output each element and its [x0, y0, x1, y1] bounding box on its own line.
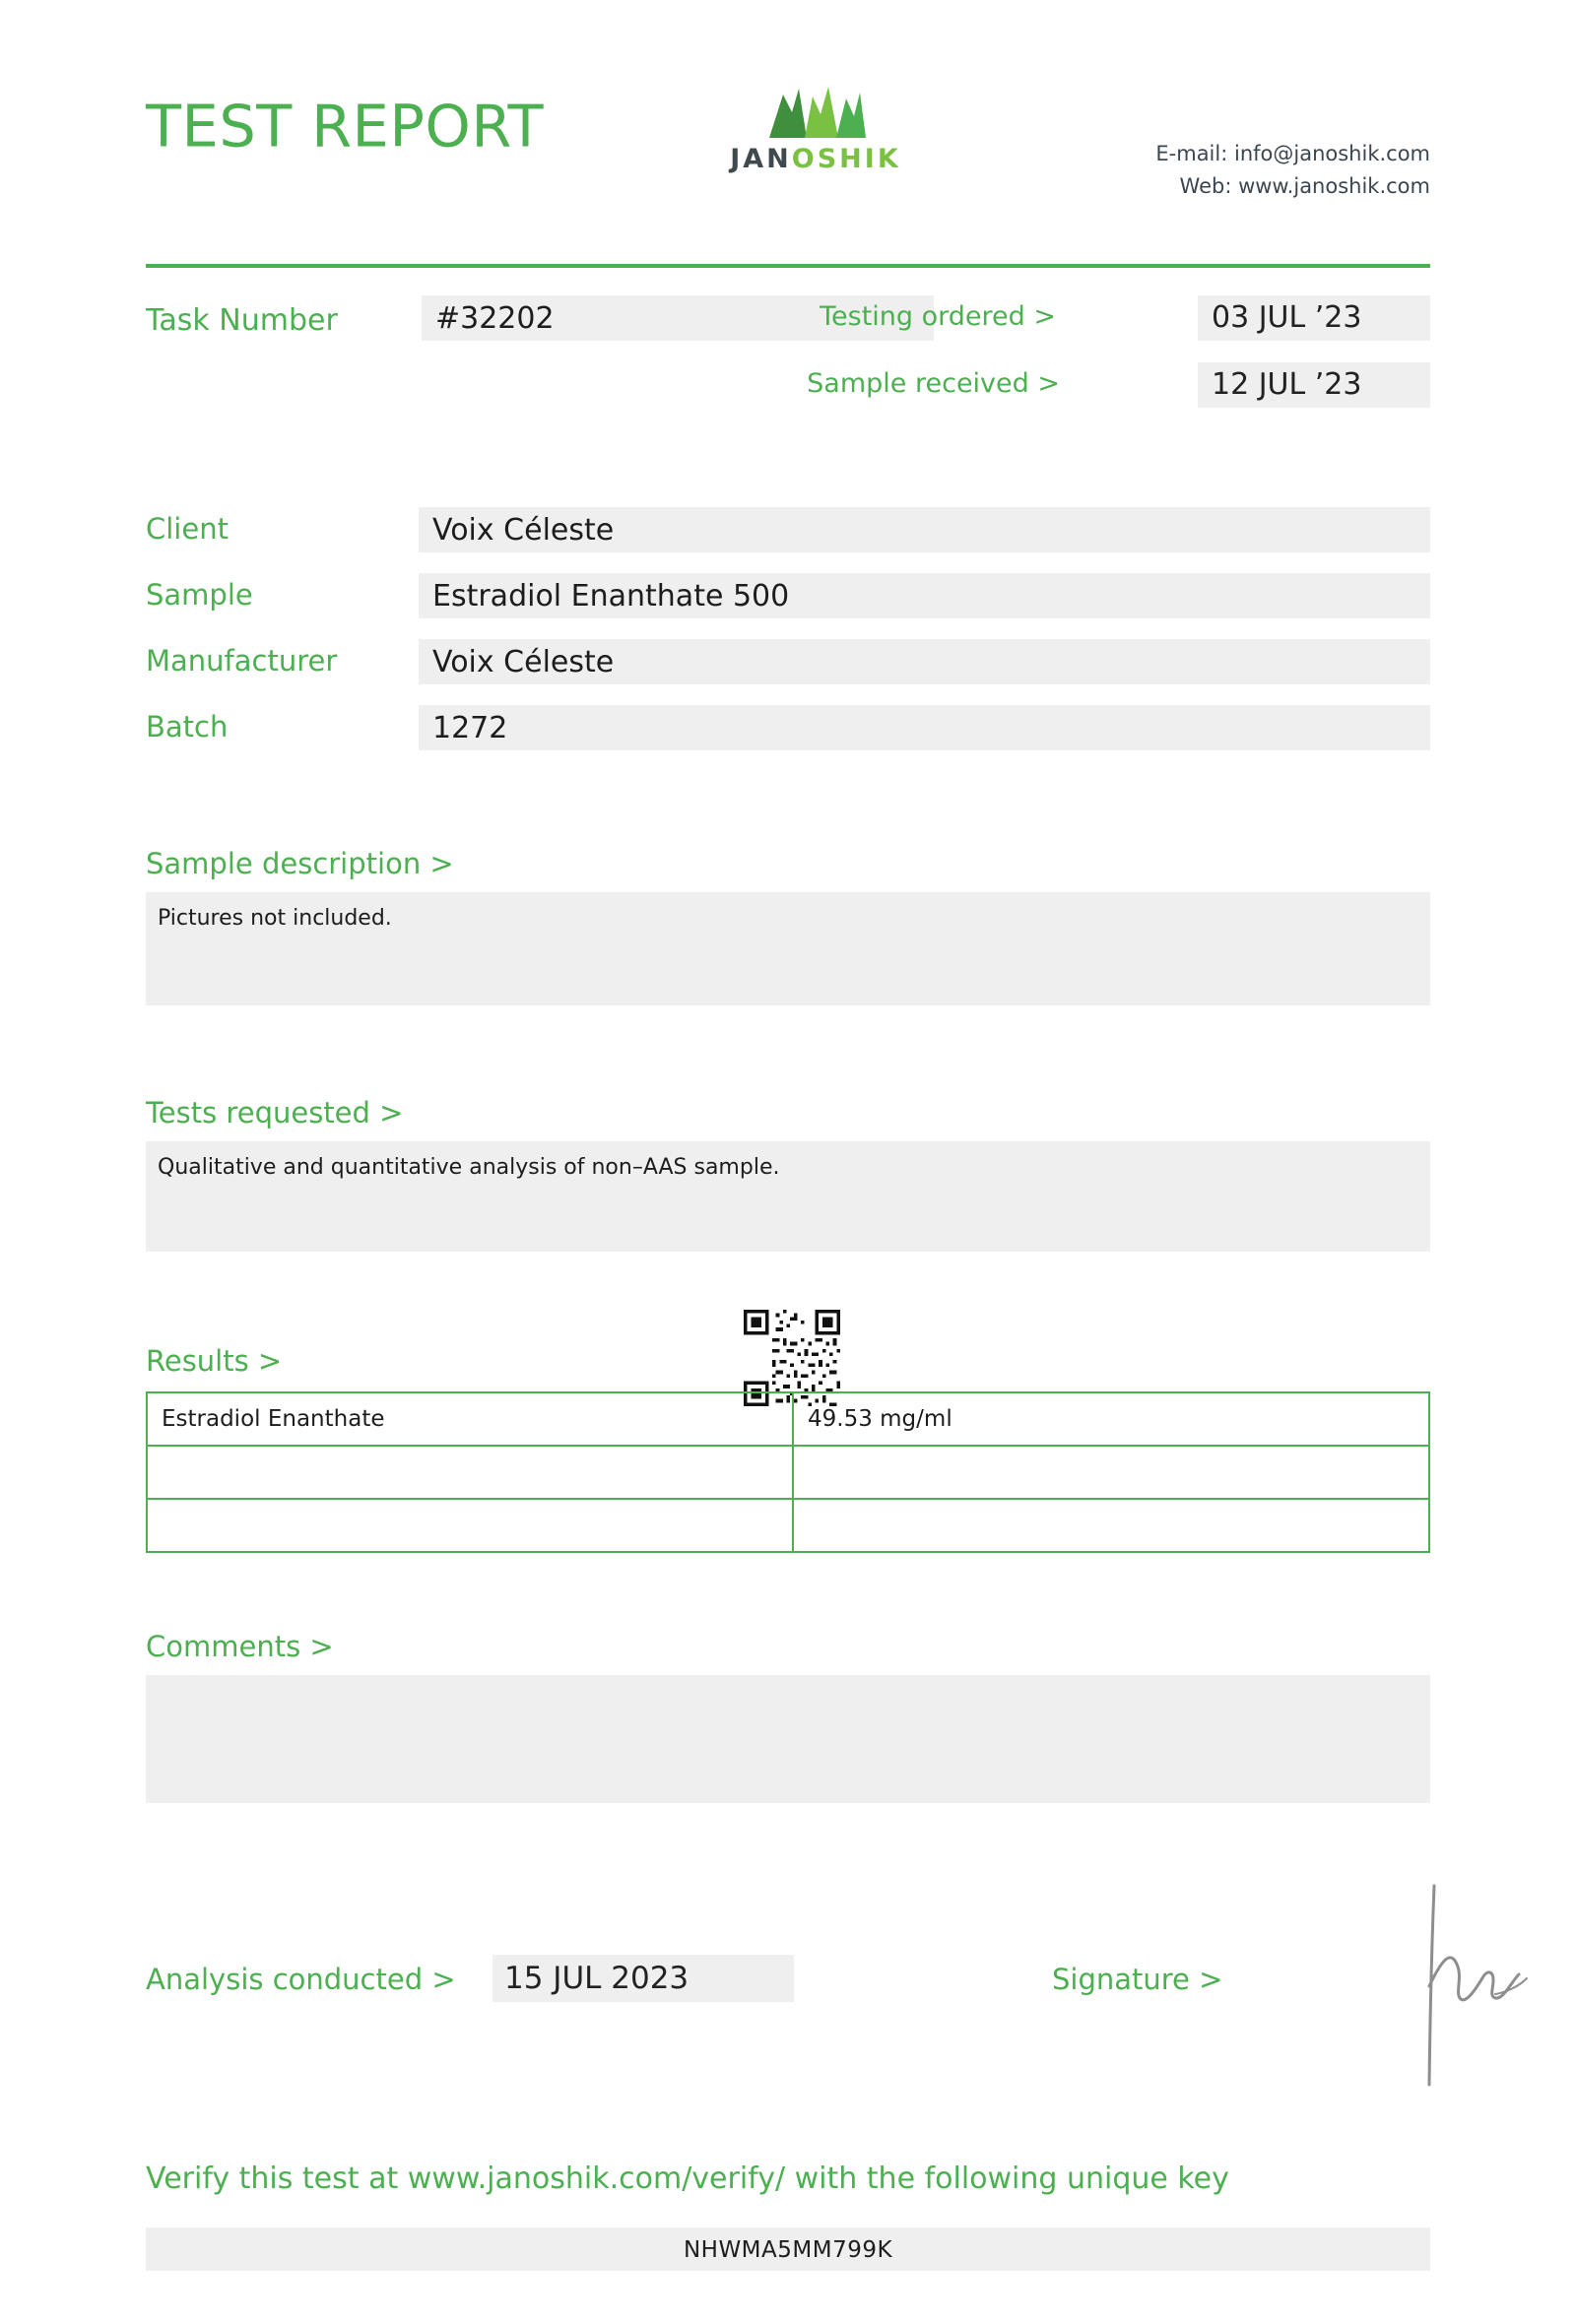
- task-section: [146, 295, 1430, 414]
- result-compound: [147, 1499, 793, 1552]
- result-compound: Estradiol Enanthate: [147, 1392, 793, 1446]
- table-row: [147, 1446, 1429, 1499]
- manufacturer-label: Manufacturer: [146, 644, 338, 678]
- header-divider: [146, 264, 1430, 268]
- contact-web: Web: www.janoshik.com: [1179, 173, 1430, 198]
- analysis-section: [146, 1955, 1430, 2004]
- testing-ordered-date: 03 JUL ’23: [1198, 295, 1430, 341]
- comments-section: [146, 1630, 1430, 1803]
- testing-ordered-label: Testing ordered >: [820, 301, 1056, 332]
- tests-requested-heading: Tests requested >: [146, 1096, 404, 1130]
- page-title: TEST REPORT: [146, 92, 545, 161]
- result-amount: 49.53 mg/ml: [793, 1392, 1429, 1446]
- info-row: [146, 705, 1430, 750]
- janoshik-logo: [697, 79, 934, 174]
- result-amount: [793, 1499, 1429, 1552]
- results-heading: Results >: [146, 1344, 283, 1378]
- info-row: [146, 573, 1430, 618]
- client-value: Voix Céleste: [419, 507, 1430, 552]
- results-table: [146, 1391, 1430, 1553]
- signature-image: [1397, 1876, 1574, 2102]
- batch-label: Batch: [146, 710, 229, 743]
- table-row: [147, 1499, 1429, 1552]
- sample-value: Estradiol Enanthate 500: [419, 573, 1430, 618]
- sample-description-heading: Sample description >: [146, 847, 454, 880]
- sample-description-text: Pictures not included.: [146, 892, 1430, 1005]
- analysis-conducted-date: 15 JUL 2023: [492, 1955, 794, 2002]
- comments-heading: Comments >: [146, 1630, 334, 1663]
- signature-label: Signature >: [1052, 1963, 1223, 1996]
- analysis-conducted-label: Analysis conducted >: [146, 1963, 456, 1996]
- info-table: [146, 507, 1430, 771]
- sample-received-label: Sample received >: [807, 368, 1060, 399]
- report-header: [146, 0, 1430, 198]
- info-row: [146, 639, 1430, 684]
- results-section: [146, 1344, 1430, 1553]
- info-row: [146, 507, 1430, 552]
- result-amount: [793, 1446, 1429, 1499]
- manufacturer-value: Voix Céleste: [419, 639, 1430, 684]
- task-number-value: #32202: [422, 295, 934, 341]
- tests-requested-text: Qualitative and quantitative analysis of non–AAS sample.: [146, 1141, 1430, 1252]
- batch-value: 1272: [419, 705, 1430, 750]
- result-compound: [147, 1446, 793, 1499]
- table-row: [147, 1392, 1429, 1446]
- logo-wordmark-oshik: OSHIK: [791, 144, 901, 174]
- task-number-label: Task Number: [146, 303, 338, 338]
- verify-text: Verify this test at www.janoshik.com/verify/ with the following unique key: [146, 2162, 1229, 2196]
- sample-description-section: [146, 847, 1430, 1005]
- contact-email: E-mail: info@janoshik.com: [1155, 142, 1430, 165]
- logo-wordmark: [697, 144, 934, 174]
- mountains-icon: [697, 79, 934, 140]
- sample-label: Sample: [146, 578, 253, 612]
- contact-info: [1155, 138, 1430, 202]
- logo-wordmark-jan: JAN: [730, 144, 792, 174]
- tests-requested-section: [146, 1096, 1430, 1252]
- unique-key-value: NHWMA5MM799K: [146, 2227, 1430, 2271]
- comments-text: [146, 1675, 1430, 1803]
- client-label: Client: [146, 512, 229, 546]
- sample-received-date: 12 JUL ’23: [1198, 362, 1430, 408]
